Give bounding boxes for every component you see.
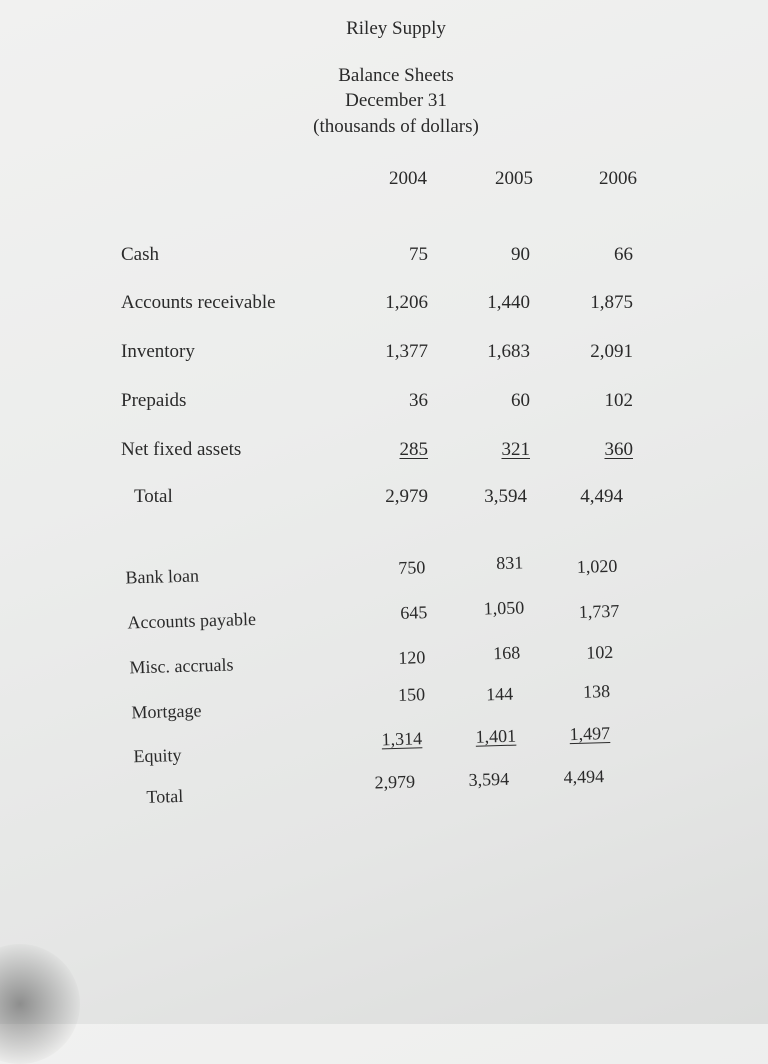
cell-2004: 1,377 [385,341,428,362]
row-label: Misc. accruals [129,654,234,678]
cell-2006: 360 [604,439,633,460]
row-liabilities-total [0,762,768,811]
cell-2004: 285 [399,439,428,460]
row-assets-total [0,486,768,514]
document-units: (thousands of dollars) [313,116,479,137]
row-label: Prepaids [121,390,187,411]
row-label: Equity [133,744,182,767]
cell-2005: 168 [492,642,521,664]
row-accounts-receivable [0,292,768,320]
row-label: Accounts payable [127,608,257,633]
photo-shadow [0,944,80,1064]
cell-2005: 1,683 [487,341,530,362]
cell-2004: 120 [398,647,426,668]
row-inventory [0,341,768,369]
row-bank-loan [0,540,768,589]
cell-2006: 66 [614,244,633,265]
year-header-2005: 2005 [495,168,533,189]
row-label: Accounts receivable [121,292,276,313]
cell-2005: 144 [485,683,514,705]
cell-2006: 102 [604,390,633,411]
cell-2004: 1,314 [381,728,423,750]
cell-2004: 750 [398,557,426,578]
row-label: Bank loan [125,565,200,588]
cell-2006: 4,494 [563,766,605,788]
document-date: December 31 [345,90,447,111]
cell-2006: 1,737 [578,600,620,622]
row-net-fixed-assets [0,439,768,467]
cell-2006: 1,020 [576,555,618,577]
row-misc-accruals [0,630,768,679]
document-title: Balance Sheets [338,65,454,86]
cell-2006: 2,091 [590,341,633,362]
cell-2004: 1,206 [385,292,428,313]
company-name: Riley Supply [346,18,446,39]
row-label: Total [146,785,184,807]
cell-2005: 1,401 [475,725,517,747]
row-accounts-payable [0,585,768,634]
row-label: Mortgage [131,700,202,723]
cell-2004: 75 [409,244,428,265]
cell-2006: 1,875 [590,292,633,313]
cell-2006: 102 [585,641,614,663]
row-equity [0,719,768,768]
cell-2004: 2,979 [374,771,416,793]
year-header-2004: 2004 [389,168,427,189]
year-header-2006: 2006 [599,168,637,189]
cell-2005: 3,594 [484,486,527,507]
cell-2005: 3,594 [468,768,510,790]
cell-2005: 90 [511,244,530,265]
row-cash [0,244,768,272]
cell-2004: 150 [397,684,426,705]
cell-2004: 2,979 [385,486,428,507]
cell-2005: 831 [495,552,524,574]
row-label: Total [134,486,173,507]
cell-2005: 1,440 [487,292,530,313]
row-label: Net fixed assets [121,439,242,460]
cell-2004: 36 [409,390,428,411]
cell-2005: 1,050 [483,597,525,619]
cell-2005: 60 [511,390,530,411]
cell-2004: 645 [400,602,428,623]
row-label: Cash [121,244,159,265]
cell-2005: 321 [501,439,530,460]
cell-2006: 1,497 [569,722,611,745]
row-prepaids [0,390,768,418]
row-label: Inventory [121,341,195,362]
row-mortgage [0,675,768,724]
cell-2006: 138 [582,680,611,702]
cell-2006: 4,494 [580,486,623,507]
